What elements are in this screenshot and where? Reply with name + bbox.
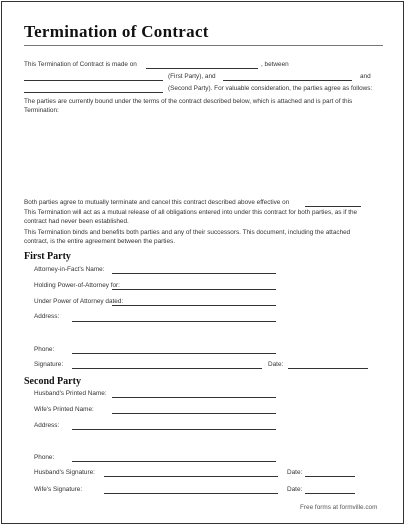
intro-second-party: (Second Party). For valuable consideration, the parties agree as follows: — [168, 85, 373, 92]
second-party-name-field[interactable] — [223, 80, 352, 81]
second-party-extra-field[interactable] — [24, 92, 163, 93]
husband-signature-field[interactable] — [104, 476, 278, 477]
attorney-name-label: Attorney-in-Fact's Name: — [34, 266, 105, 273]
wife-date-label: Date: — [287, 486, 303, 493]
first-date-label: Date: — [268, 361, 284, 368]
clause-terminate: Both parties agree to mutually terminate and cancel this contract described above effective on — [24, 199, 290, 206]
under-poa-field[interactable] — [112, 305, 276, 306]
intro-and: and — [360, 73, 371, 80]
wife-signature-field[interactable] — [104, 493, 278, 494]
first-signature-label: Signature: — [34, 361, 64, 368]
clause-binding-line2: contract, is the entire agreement between the parties. — [24, 238, 175, 245]
wife-signature-label: Wife's Signature: — [34, 486, 83, 493]
wife-name-label: Wife's Printed Name: — [34, 406, 94, 413]
husband-signature-label: Husband's Signature: — [34, 469, 95, 476]
holding-poa-field[interactable] — [112, 289, 276, 290]
first-address-label: Address: — [34, 313, 60, 320]
under-poa-label: Under Power of Attorney dated: — [34, 298, 124, 305]
wife-date-field[interactable] — [305, 493, 355, 494]
intro-first-party: (First Party), and — [168, 73, 216, 80]
husband-name-field[interactable] — [112, 397, 276, 398]
husband-name-label: Husband's Printed Name: — [34, 390, 107, 397]
husband-date-label: Date: — [287, 469, 303, 476]
husband-date-field[interactable] — [305, 476, 355, 477]
date-made-field[interactable] — [146, 68, 258, 69]
intro-between: , between — [261, 61, 289, 68]
clause-binding-line1: This Termination binds and benefits both parties and any of their successors. This document, including the attached — [24, 229, 351, 236]
second-address-field[interactable] — [72, 429, 276, 430]
second-party-heading: Second Party — [24, 376, 81, 387]
footer-credit: Free forms at formville.com — [300, 504, 378, 511]
second-address-label: Address: — [34, 422, 60, 429]
wife-name-field[interactable] — [112, 413, 276, 414]
holding-poa-label: Holding Power-of-Attorney for: — [34, 282, 120, 289]
first-phone-label: Phone: — [34, 346, 55, 353]
attorney-name-field[interactable] — [112, 273, 276, 274]
second-phone-field[interactable] — [72, 461, 276, 462]
first-signature-field[interactable] — [72, 368, 262, 369]
intro-made-on: This Termination of Contract is made on — [24, 61, 137, 68]
first-address-field[interactable] — [72, 321, 276, 322]
second-phone-label: Phone: — [34, 454, 55, 461]
clause-release-line1: This Termination will act as a mutual release of all obligations entered into under this contract for both parties, as if the — [24, 209, 358, 216]
first-party-name-field[interactable] — [24, 80, 163, 81]
first-party-heading: First Party — [24, 251, 71, 262]
document-title: Termination of Contract — [24, 22, 209, 41]
intro-paragraph-line1: The parties are currently bound under the terms of the contract described below, which is attached and is part of this — [24, 98, 353, 105]
effective-date-field[interactable] — [305, 206, 361, 207]
first-date-field[interactable] — [288, 368, 368, 369]
first-phone-field[interactable] — [72, 353, 276, 354]
title-rule — [24, 45, 383, 46]
clause-release-line2: contract had never been established. — [24, 218, 129, 225]
intro-paragraph-line2: Termination: — [24, 107, 59, 114]
